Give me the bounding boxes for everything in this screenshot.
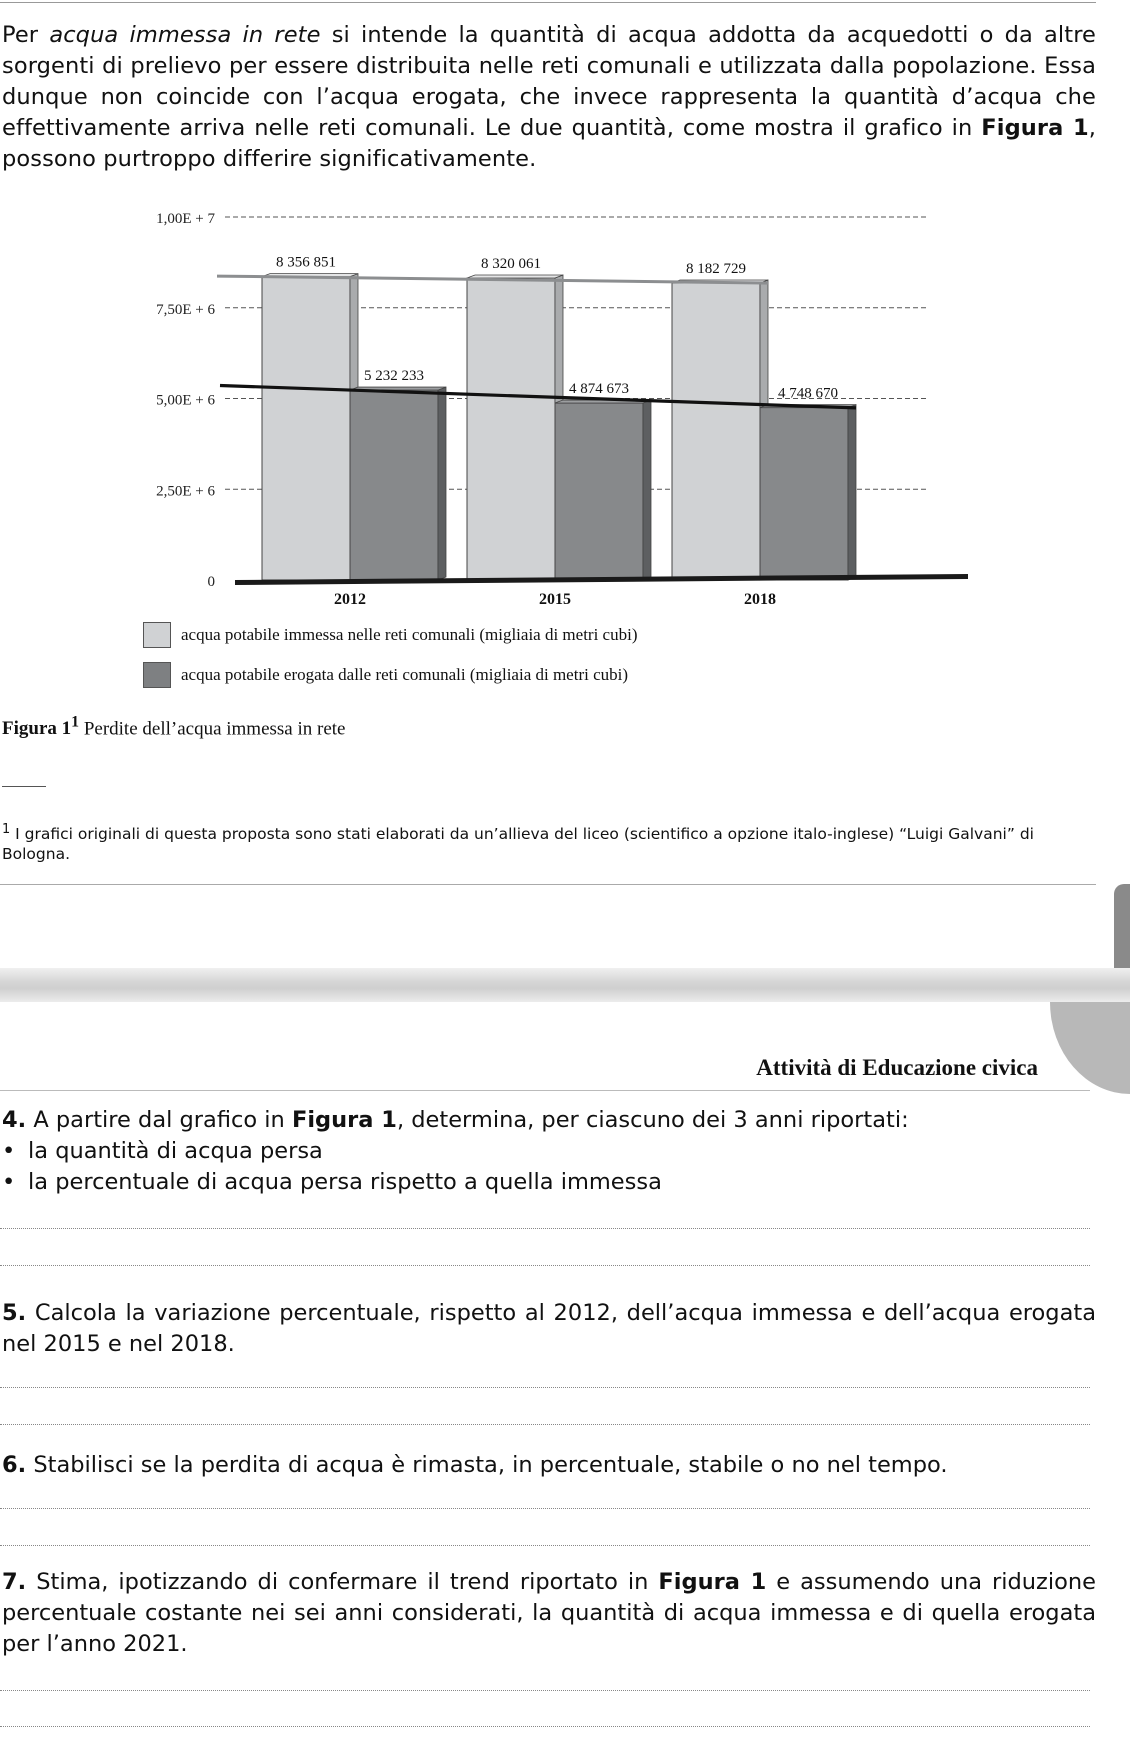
- question-text: , determina, per ciascuno dei 3 anni riportati:: [396, 1107, 909, 1133]
- question-text: Calcola la variazione percentuale, rispetto al 2012, dell’acqua immessa e dell’acqua erogata nel 2015 e nel 2018.: [2, 1300, 1096, 1357]
- bar-immessa: [672, 283, 760, 580]
- answer-line[interactable]: [0, 1387, 1090, 1388]
- legend-label: acqua potabile erogata dalle reti comunali (migliaia di metri cubi): [181, 665, 629, 684]
- data-label: 4 874 673: [569, 381, 629, 398]
- answer-line[interactable]: [0, 1228, 1090, 1229]
- bullet-icon: •: [2, 1169, 16, 1195]
- page-tab-decoration: [1114, 884, 1130, 968]
- figure-reference: Figura 1: [291, 1107, 397, 1133]
- bar-top: [467, 275, 563, 278]
- question-6: [2, 1450, 1096, 1481]
- data-label: 5 232 233: [364, 368, 424, 385]
- data-label: 8 356 851: [276, 254, 336, 271]
- x-tick-label: 2012: [334, 591, 366, 608]
- footnote: [2, 820, 1096, 864]
- question-number: 5.: [2, 1300, 27, 1326]
- footnote-rule: [2, 786, 46, 787]
- intro-paragraph: [2, 20, 1096, 175]
- figure-caption: [2, 714, 346, 740]
- intro-italic-term: acqua immessa in rete: [49, 22, 321, 48]
- bar-erogata: [760, 408, 848, 580]
- legend-item-immessa: [143, 620, 638, 650]
- y-tick-label: 2,50E + 6: [156, 483, 215, 500]
- legend-label: acqua potabile immessa nelle reti comunali (migliaia di metri cubi): [181, 625, 638, 644]
- legend-item-erogata: [143, 660, 628, 690]
- x-tick-label: 2018: [744, 591, 776, 608]
- question-number: 4.: [2, 1107, 27, 1133]
- data-label: 4 748 670: [778, 385, 838, 402]
- y-tick-label: 1,00E + 7: [156, 211, 215, 227]
- bar-side: [848, 405, 856, 580]
- figure-label: Figura 1: [2, 718, 72, 740]
- bar-chart: [120, 200, 970, 620]
- answer-line[interactable]: [0, 1690, 1090, 1691]
- answer-line[interactable]: [0, 1424, 1090, 1425]
- question-4: [2, 1105, 1096, 1136]
- answer-line[interactable]: [0, 1508, 1090, 1509]
- legend-swatch-dark: [143, 662, 171, 688]
- intro-text: Per: [2, 22, 50, 48]
- intro-text: , possono purtroppo differire significativamente.: [2, 115, 1096, 172]
- footnote-mark: 1: [2, 822, 11, 837]
- bar-side: [643, 400, 651, 580]
- section-title: Attività di Educazione civica: [756, 1055, 1038, 1080]
- question-5: [2, 1298, 1096, 1360]
- question-7: [2, 1567, 1096, 1660]
- question-text: e assumendo una riduzione percentuale costante nei sei anni considerati, la quantità di acqua immessa e di quella erogata per l’anno 2021.: [2, 1569, 1096, 1657]
- bar-erogata: [555, 403, 643, 580]
- question-number: 7.: [2, 1569, 27, 1595]
- question-text: Stima, ipotizzando di confermare il trend riportato in: [26, 1569, 659, 1595]
- bar-immessa: [262, 277, 350, 580]
- intro-text: si intende la quantità di acqua addotta da acquedotti o da altre sorgenti di prelievo per essere distribuita nelle reti comunali e utilizzata dalla popolazione. Essa dunque non coincide con l’acqua erogata, che invece rappresenta la quantità d’acqua che effettivamente arriva nelle reti comunali. Le due quantità, come mostra il grafico in: [2, 22, 1096, 141]
- bar-immessa: [467, 278, 555, 580]
- y-tick-label: 0: [207, 574, 215, 590]
- legend-swatch-light: [143, 622, 171, 648]
- answer-line[interactable]: [0, 1265, 1090, 1266]
- answer-line[interactable]: [0, 1726, 1090, 1727]
- bar-side: [438, 387, 446, 580]
- x-tick-label: 2015: [539, 591, 571, 608]
- top-rule: [0, 2, 1096, 3]
- bar-erogata: [350, 390, 438, 580]
- bullet-text: la percentuale di acqua persa rispetto a quella immessa: [28, 1169, 662, 1195]
- question-text: A partire dal grafico in: [26, 1107, 292, 1133]
- data-label: 8 182 729: [686, 260, 746, 277]
- section-rule: [0, 1090, 1090, 1091]
- footnote-ref: 1: [71, 714, 80, 731]
- bullet-text: la quantità di acqua persa: [28, 1138, 323, 1164]
- question-number: 6.: [2, 1452, 27, 1478]
- figure-reference: Figura 1: [981, 115, 1089, 141]
- bullet-item: [2, 1167, 662, 1198]
- y-tick-label: 5,00E + 6: [156, 392, 215, 409]
- answer-line[interactable]: [0, 1545, 1090, 1546]
- page-break-rule: [0, 884, 1096, 885]
- footnote-text: I grafici originali di questa proposta sono stati elaborati da un’allieva del liceo (scientifico a opzione italo-inglese) “Luigi Galvani” di Bologna.: [2, 825, 1034, 864]
- data-label: 8 320 061: [481, 255, 541, 272]
- bullet-item: [2, 1136, 323, 1167]
- figure-reference: Figura 1: [658, 1569, 767, 1595]
- y-tick-label: 7,50E + 6: [156, 301, 215, 318]
- section-arc-decoration: [1050, 1002, 1130, 1094]
- page-gap-band: [0, 968, 1130, 1002]
- figure-caption-text: Perdite dell’acqua immessa in rete: [79, 718, 346, 740]
- bullet-icon: •: [2, 1138, 16, 1164]
- question-text: Stabilisci se la perdita di acqua è rimasta, in percentuale, stabile o no nel tempo.: [26, 1452, 948, 1478]
